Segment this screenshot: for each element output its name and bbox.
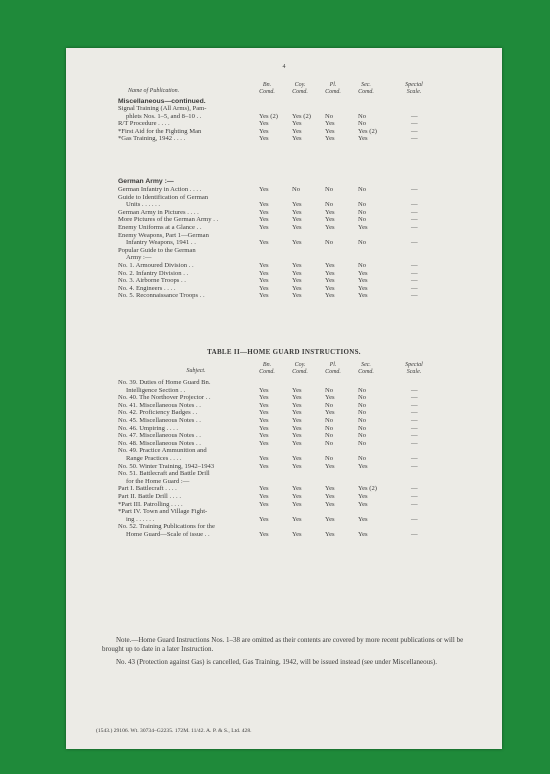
row-cell: Yes xyxy=(292,493,302,500)
row-cell: Yes (2) xyxy=(292,112,311,120)
print-footer: (1543.) 29106. Wt. 30734–G2235. 172M. 11/42. A. P. & S., Ltd. 428. xyxy=(96,728,252,734)
row-label: German Army in Pictures . . . . xyxy=(118,208,199,216)
row-cell: — xyxy=(411,186,418,193)
row-cell: No xyxy=(325,201,334,209)
row-cell: Yes xyxy=(325,531,335,538)
table-row xyxy=(66,128,502,135)
row-cell: Yes xyxy=(259,462,269,470)
table-row xyxy=(66,394,502,401)
row-cell: Yes xyxy=(292,500,302,508)
row-cell: Yes xyxy=(358,135,368,143)
section-german-army: German Army :— xyxy=(118,178,174,185)
table-row xyxy=(66,270,502,277)
row-label: Guide to Identification of German xyxy=(118,193,209,201)
row-label: phlets Nos. 1–5, and 8–10 . . xyxy=(126,112,202,120)
row-cell: Yes xyxy=(292,409,302,417)
table-row xyxy=(66,285,502,292)
row-label: No. 52. Training Publications for the xyxy=(118,523,215,531)
row-cell: — xyxy=(411,224,418,231)
row-label: No. 2. Infantry Division . . xyxy=(118,269,189,277)
row-cell: No xyxy=(325,401,334,409)
document-page xyxy=(66,48,502,749)
header-special: Special Scale. xyxy=(405,82,423,95)
row-cell: Yes xyxy=(358,269,368,277)
row-cell: Yes xyxy=(325,284,335,292)
row-cell: Yes xyxy=(259,292,269,300)
row-cell: No xyxy=(358,262,367,269)
row-cell: Yes xyxy=(325,394,335,402)
row-cell: No xyxy=(325,186,334,193)
row-cell: No xyxy=(358,216,367,224)
row-label: No. 3. Airborne Troops . . xyxy=(118,277,186,285)
table-row xyxy=(66,516,502,523)
row-cell: Yes xyxy=(259,127,269,135)
row-cell: Yes xyxy=(292,515,302,523)
row-label: Signal Training (All Arms), Pam- xyxy=(118,105,207,112)
row-cell: Yes xyxy=(325,462,335,470)
row-cell: Yes xyxy=(259,186,269,193)
row-label: Range Practices . . . . xyxy=(126,455,182,462)
table-row xyxy=(66,409,502,416)
table-row xyxy=(66,209,502,216)
row-cell: — xyxy=(411,417,418,424)
row-cell: Yes xyxy=(325,409,335,417)
row-cell: — xyxy=(411,439,418,447)
row-label: More Pictures of the German Army . . xyxy=(118,216,219,224)
row-cell: Yes xyxy=(292,455,302,462)
row-cell: Yes xyxy=(325,515,335,523)
header2-coy: Coy. Comd. xyxy=(292,362,308,375)
row-cell: No xyxy=(358,386,367,394)
row-cell: No xyxy=(358,239,367,247)
row-cell: No xyxy=(325,112,334,120)
row-cell: No xyxy=(358,432,367,440)
row-cell: — xyxy=(411,485,418,493)
row-label: Enemy Weapons, Part 1—German xyxy=(118,231,209,239)
note-2: No. 43 (Protection against Gas) is cancelled, Gas Training, 1942, will be issued instead (see under Miscellaneous). xyxy=(116,658,437,666)
table-row xyxy=(66,239,502,246)
row-cell: Yes xyxy=(325,485,335,493)
row-label: Enemy Uniforms at a Glance . . xyxy=(118,224,202,231)
row-cell: Yes xyxy=(292,462,302,470)
row-cell: No xyxy=(325,439,334,447)
row-label: No. 41. Miscellaneous Notes . . xyxy=(118,401,201,409)
table-row xyxy=(66,262,502,269)
row-cell: Yes xyxy=(259,394,269,402)
note-1: Note.—Home Guard Instructions Nos. 1–38 are omitted as their contents are covered by more recent publications or will be brought up to date in a later Instruction. xyxy=(102,636,464,653)
row-cell: Yes (2) xyxy=(358,127,377,135)
row-cell: Yes xyxy=(325,127,335,135)
row-label: *Part IV. Town and Village Fight- xyxy=(118,508,208,516)
header-sec: Sec. Comd. xyxy=(358,82,374,95)
row-label: Infantry Weapons, 1941 . . xyxy=(126,239,196,247)
table-row xyxy=(66,501,502,508)
row-label: German Infantry in Action . . . . xyxy=(118,186,202,193)
row-cell: — xyxy=(411,277,418,285)
row-cell: Yes xyxy=(292,201,302,209)
header2-pl: Pl. Comd. xyxy=(325,362,341,375)
row-cell: Yes xyxy=(259,239,269,247)
header-coy: Coy. Comd. xyxy=(292,82,308,95)
row-label: No. 40. The Northover Projector . . xyxy=(118,394,211,402)
row-cell: No xyxy=(325,424,334,432)
table-row xyxy=(66,508,502,515)
table-row xyxy=(66,485,502,492)
row-cell: No xyxy=(358,208,367,216)
row-cell: Yes xyxy=(292,401,302,409)
row-cell: — xyxy=(411,216,418,224)
row-cell: Yes xyxy=(325,493,335,500)
row-cell: Yes xyxy=(358,224,368,231)
row-label: Part I. Battlecraft . . . . xyxy=(118,485,177,493)
row-cell: Yes xyxy=(259,277,269,285)
table-row xyxy=(66,531,502,538)
table-row xyxy=(66,216,502,223)
row-cell: No xyxy=(358,417,367,424)
row-cell: No xyxy=(292,186,301,193)
header2-sec: Sec. Comd. xyxy=(358,362,374,375)
table-row xyxy=(66,254,502,261)
row-label: No. 47. Miscellaneous Notes . . xyxy=(118,432,201,440)
row-cell: — xyxy=(411,208,418,216)
row-label: *First Aid for the Fighting Man xyxy=(118,127,202,135)
table-row xyxy=(66,135,502,142)
table-row xyxy=(66,194,502,201)
row-label: *Part III. Patrolling . . . . xyxy=(118,500,183,508)
table-row xyxy=(66,417,502,424)
row-cell: Yes (2) xyxy=(358,485,377,493)
row-cell: — xyxy=(411,409,418,417)
row-cell: — xyxy=(411,500,418,508)
row-cell: Yes xyxy=(292,269,302,277)
row-cell: — xyxy=(411,515,418,523)
row-cell: No xyxy=(358,424,367,432)
row-label: R/T Procedure . . . . xyxy=(118,120,170,128)
row-cell: Yes xyxy=(292,284,302,292)
row-cell: Yes xyxy=(358,500,368,508)
row-cell: Yes xyxy=(292,417,302,424)
row-cell: Yes xyxy=(325,216,335,224)
page-number: 4 xyxy=(282,64,286,70)
row-cell: Yes xyxy=(259,417,269,424)
row-cell: Yes xyxy=(325,292,335,300)
row-cell: Yes xyxy=(259,284,269,292)
row-cell: Yes xyxy=(325,500,335,508)
row-cell: No xyxy=(358,112,367,120)
row-cell: No xyxy=(358,401,367,409)
row-cell: Yes xyxy=(292,424,302,432)
row-cell: Yes xyxy=(292,262,302,269)
row-cell: — xyxy=(411,284,418,292)
row-cell: Yes xyxy=(259,201,269,209)
row-cell: Yes xyxy=(292,135,302,143)
header-pl: Pl. Comd. xyxy=(325,82,341,95)
row-cell: — xyxy=(411,135,418,143)
row-cell: No xyxy=(358,394,367,402)
row-cell: Yes xyxy=(292,439,302,447)
row-cell: No xyxy=(358,409,367,417)
row-cell: Yes xyxy=(358,515,368,523)
row-label: Home Guard—Scale of issue . . xyxy=(126,531,210,538)
row-label: Part II. Battle Drill . . . . xyxy=(118,493,181,500)
row-cell: — xyxy=(411,424,418,432)
row-label: No. 50. Winter Training, 1942–1943 xyxy=(118,462,215,470)
table-row xyxy=(66,478,502,485)
row-cell: Yes xyxy=(292,394,302,402)
row-cell: — xyxy=(411,239,418,247)
row-cell: — xyxy=(411,112,418,120)
row-cell: Yes xyxy=(259,135,269,143)
row-label: No. 48. Miscellaneous Notes . . xyxy=(118,439,201,447)
table-row xyxy=(66,470,502,477)
row-label: Intelligence Section . . xyxy=(126,386,186,394)
table-row xyxy=(66,201,502,208)
row-cell: — xyxy=(411,462,418,470)
row-cell: Yes xyxy=(325,262,335,269)
row-cell: Yes xyxy=(259,120,269,128)
row-label: *Gas Training, 1942 . . . . xyxy=(118,135,186,143)
table-row xyxy=(66,224,502,231)
row-cell: No xyxy=(358,439,367,447)
row-cell: No xyxy=(325,417,334,424)
row-cell: No xyxy=(325,455,334,462)
row-cell: Yes xyxy=(259,409,269,417)
row-label: No. 46. Umpiring . . . . xyxy=(118,424,179,432)
row-cell: Yes xyxy=(259,455,269,462)
table-row xyxy=(66,523,502,530)
header-bn: Bn. Comd. xyxy=(259,82,275,95)
row-cell: Yes xyxy=(259,485,269,493)
row-cell: No xyxy=(325,239,334,247)
row-cell: Yes xyxy=(292,127,302,135)
header-subject: Subject. xyxy=(186,368,206,374)
row-cell: — xyxy=(411,269,418,277)
row-label: No. 45. Miscellaneous Notes . . xyxy=(118,417,201,424)
row-cell: Yes xyxy=(259,262,269,269)
row-cell: Yes xyxy=(292,120,302,128)
row-label: No. 49. Practice Ammunition and xyxy=(118,447,207,455)
row-cell: Yes xyxy=(259,500,269,508)
table-row xyxy=(66,455,502,462)
row-cell: — xyxy=(411,432,418,440)
row-cell: Yes xyxy=(325,208,335,216)
row-cell: Yes xyxy=(259,216,269,224)
table-row xyxy=(66,277,502,284)
row-cell: — xyxy=(411,262,418,269)
table2-title: TABLE II—HOME GUARD INSTRUCTIONS. xyxy=(207,348,361,356)
row-cell: Yes xyxy=(259,224,269,231)
row-cell: No xyxy=(358,201,367,209)
table-row xyxy=(66,432,502,439)
row-cell: Yes xyxy=(259,432,269,440)
row-cell: No xyxy=(358,455,367,462)
row-label: No. 42. Proficiency Badges . . xyxy=(118,409,198,417)
header2-special: Special Scale. xyxy=(405,362,423,375)
row-label: No. 1. Armoured Division . . xyxy=(118,262,194,269)
table-row xyxy=(66,292,502,299)
row-cell: — xyxy=(411,292,418,300)
table-row xyxy=(66,440,502,447)
row-cell: Yes xyxy=(259,424,269,432)
row-label: No. 5. Reconnaissance Troops . . xyxy=(118,292,205,300)
row-cell: Yes xyxy=(259,401,269,409)
table-row xyxy=(66,113,502,120)
row-cell: — xyxy=(411,531,418,538)
row-cell: Yes xyxy=(292,216,302,224)
row-cell: Yes xyxy=(259,515,269,523)
row-cell: Yes xyxy=(292,239,302,247)
row-cell: Yes xyxy=(292,386,302,394)
table-row xyxy=(66,402,502,409)
row-cell: No xyxy=(325,432,334,440)
row-cell: — xyxy=(411,386,418,394)
row-cell: — xyxy=(411,493,418,500)
row-cell: Yes xyxy=(259,439,269,447)
row-cell: Yes xyxy=(325,224,335,231)
table-row xyxy=(66,105,502,112)
row-cell: Yes xyxy=(358,531,368,538)
table-row xyxy=(66,425,502,432)
row-cell: — xyxy=(411,127,418,135)
row-cell: Yes xyxy=(325,277,335,285)
row-cell: — xyxy=(411,201,418,209)
row-cell: No xyxy=(358,120,367,128)
row-cell: No xyxy=(325,386,334,394)
row-cell: — xyxy=(411,401,418,409)
row-cell: Yes xyxy=(358,277,368,285)
table-row xyxy=(66,379,502,386)
row-cell: Yes xyxy=(259,269,269,277)
header2-bn: Bn. Comd. xyxy=(259,362,275,375)
row-cell: Yes xyxy=(292,432,302,440)
row-cell: Yes xyxy=(259,531,269,538)
row-cell: — xyxy=(411,120,418,128)
row-label: ing . . . . . . xyxy=(126,515,155,523)
table-row xyxy=(66,120,502,127)
header-name: Name of Publication. xyxy=(128,88,180,94)
row-cell: Yes (2) xyxy=(259,112,278,120)
row-cell: Yes xyxy=(292,485,302,493)
row-cell: Yes xyxy=(358,462,368,470)
row-cell: Yes xyxy=(325,120,335,128)
table-row xyxy=(66,232,502,239)
table-row xyxy=(66,387,502,394)
row-cell: Yes xyxy=(325,269,335,277)
table-row xyxy=(66,186,502,193)
row-cell: Yes xyxy=(292,292,302,300)
row-cell: Yes xyxy=(292,277,302,285)
row-label: No. 51. Battlecraft and Battle Drill xyxy=(118,470,210,478)
row-cell: — xyxy=(411,394,418,402)
row-cell: Yes xyxy=(292,208,302,216)
row-label: for the Home Guard :— xyxy=(126,477,190,485)
section-miscellaneous: Miscellaneous—continued. xyxy=(118,98,206,105)
row-label: No. 39. Duties of Home Guard Bn. xyxy=(118,379,211,386)
row-label: Popular Guide to the German xyxy=(118,246,196,254)
row-cell: Yes xyxy=(292,531,302,538)
table-row xyxy=(66,463,502,470)
row-label: Army :— xyxy=(126,254,152,262)
table-row xyxy=(66,447,502,454)
row-cell: Yes xyxy=(259,208,269,216)
table-row xyxy=(66,247,502,254)
row-label: No. 4. Engineers . . . . xyxy=(118,284,176,292)
row-cell: Yes xyxy=(259,493,269,500)
row-cell: No xyxy=(358,186,367,193)
row-cell: Yes xyxy=(292,224,302,231)
row-cell: — xyxy=(411,455,418,462)
row-label: Units . . . . . . xyxy=(126,201,161,209)
row-cell: Yes xyxy=(259,386,269,394)
table-row xyxy=(66,493,502,500)
row-cell: Yes xyxy=(358,493,368,500)
row-cell: Yes xyxy=(358,292,368,300)
row-cell: Yes xyxy=(358,284,368,292)
row-cell: Yes xyxy=(325,135,335,143)
